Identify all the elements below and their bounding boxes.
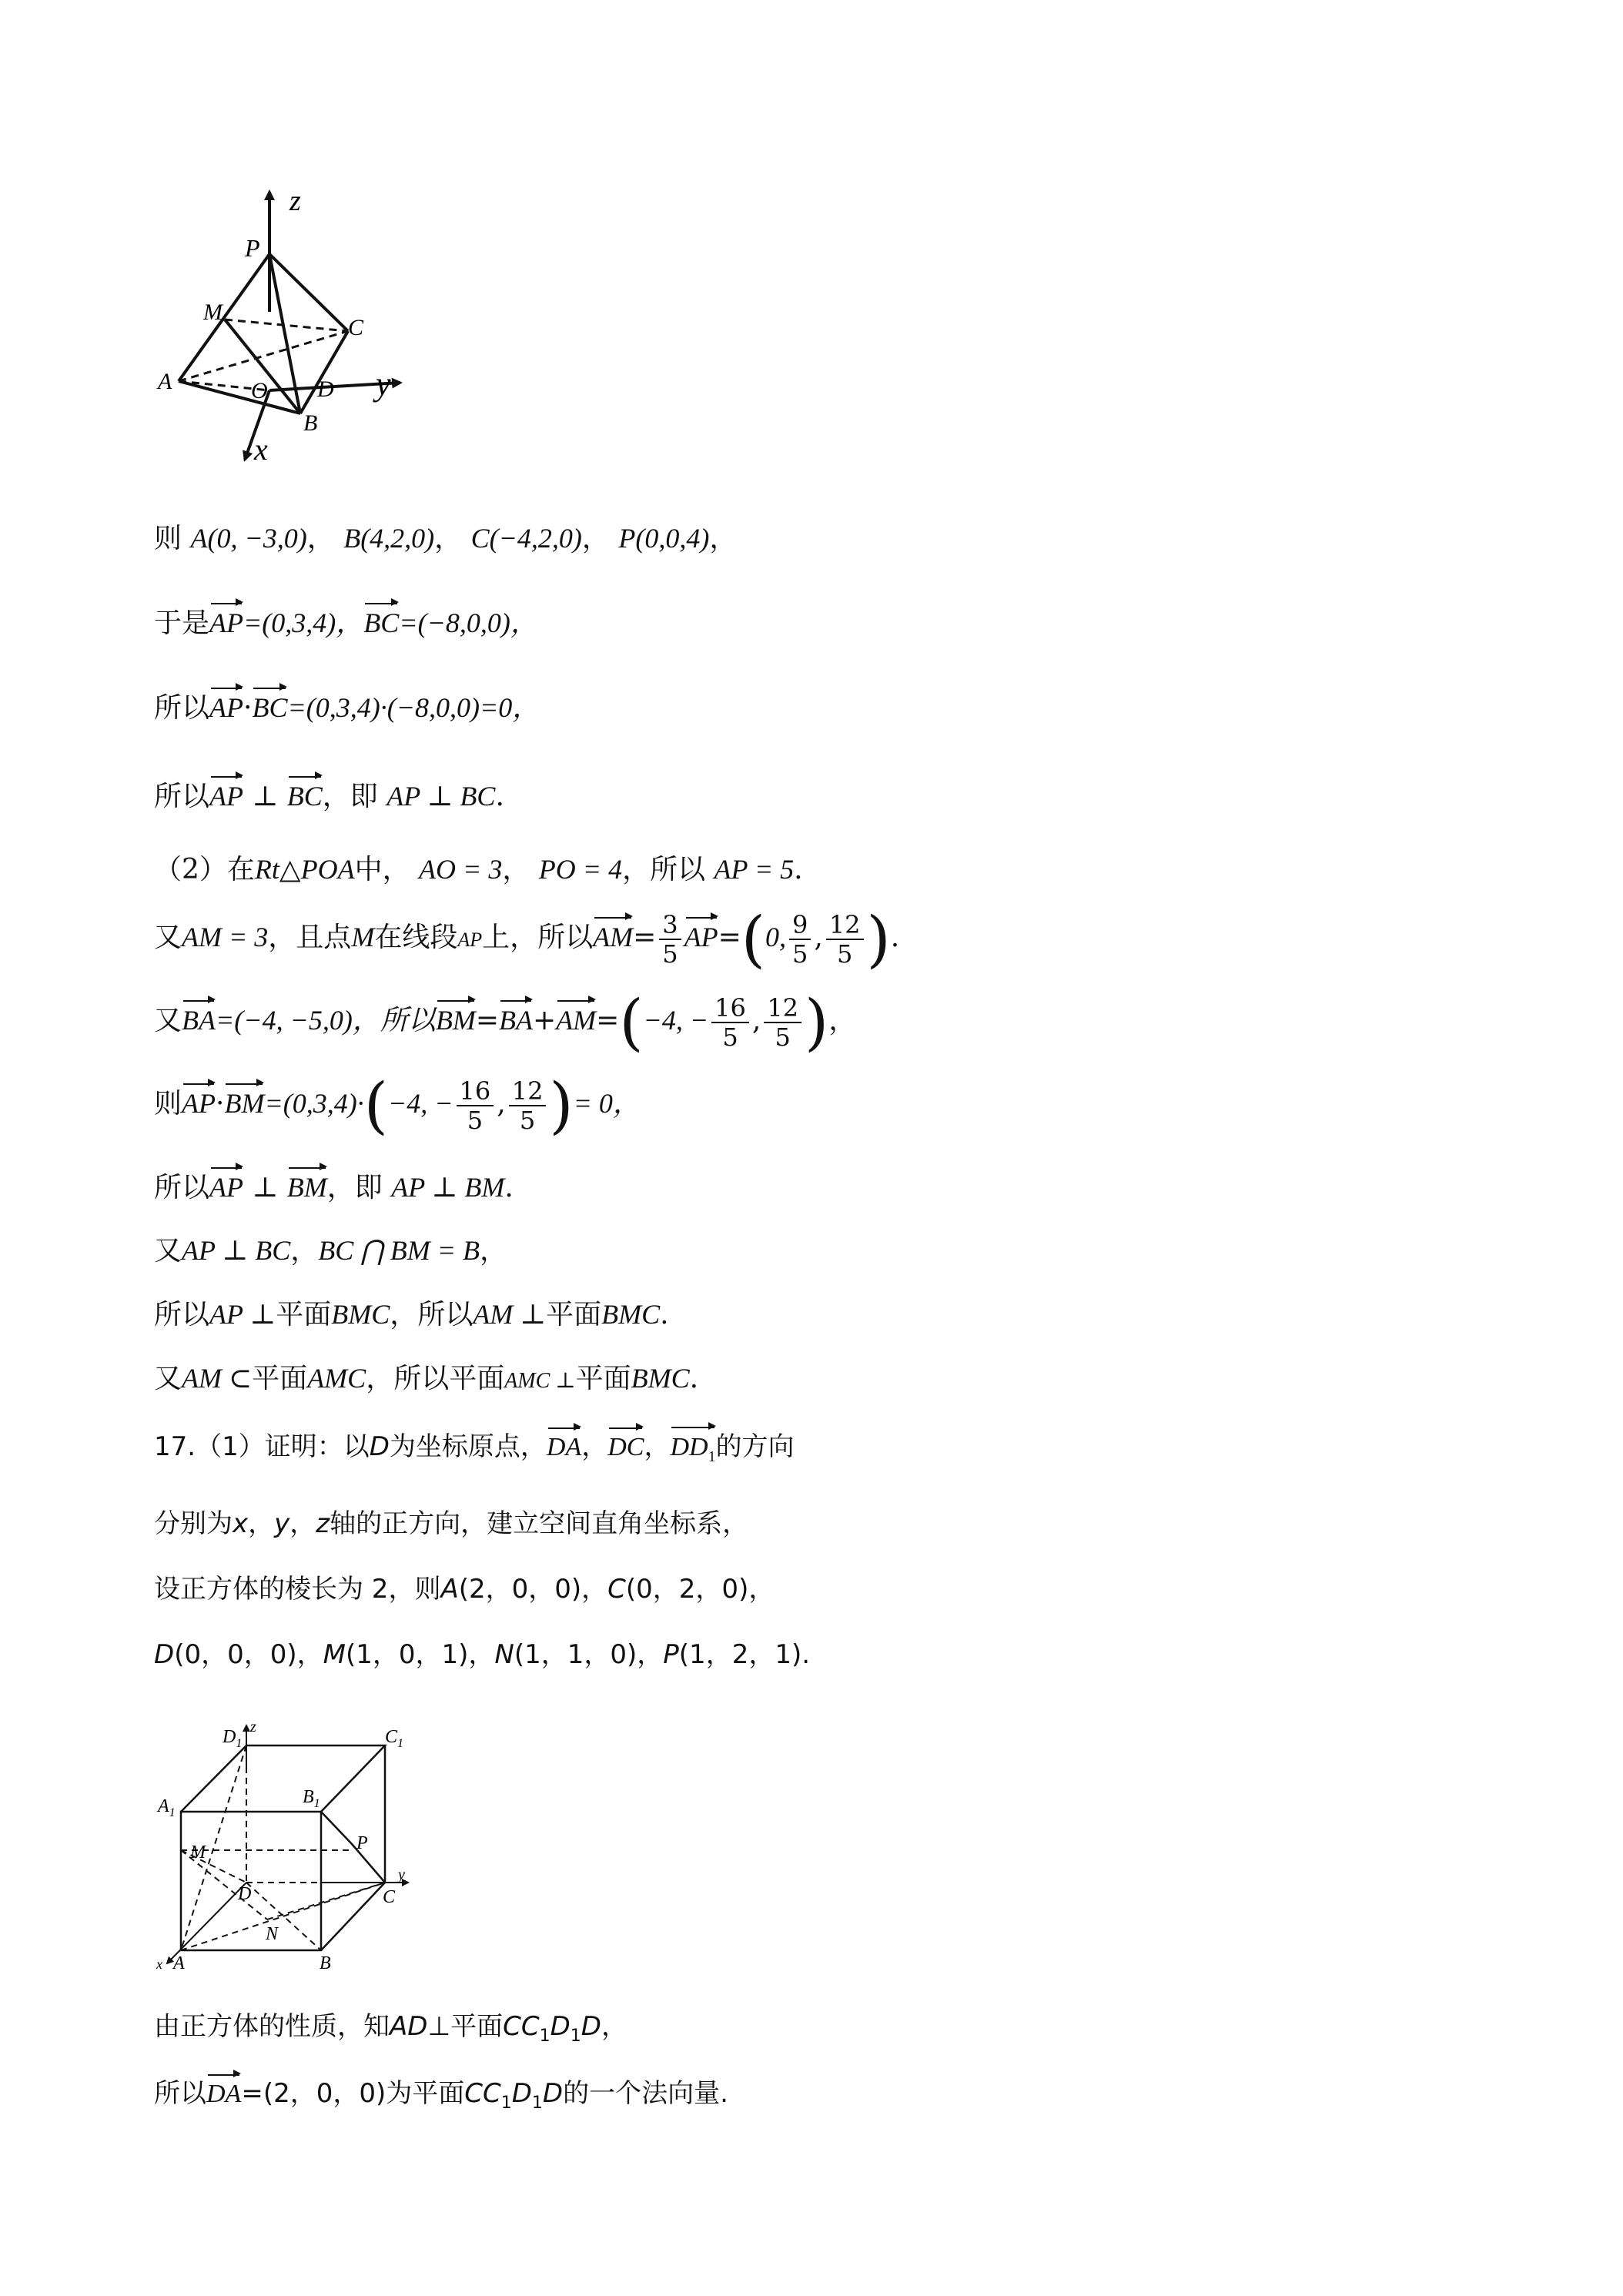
line-17-normal-2: 所以DA=(2，0，0)为平面$CC_1D_1D$的一个法向量. <box>154 2075 728 2122</box>
label-a: A <box>173 1953 185 1973</box>
line-coords: 则 A(0, −3,0)， B(4,2,0)， C(−4,2,0)， P(0,0,4)， <box>154 523 738 554</box>
line-17-axes: 分别为x，y，z轴的正方向，建立空间直角坐标系， <box>154 1508 749 1539</box>
label-b1: $B_1$ <box>303 1787 320 1810</box>
line-17-edge: 设正方体的棱长为 2，则A(2，0，0)，C(0，2，0)， <box>154 1574 775 1605</box>
line-am-vector: 又AM = 3，且点M在线段AP上，所以AM= $\frac{3}{5}$ AP=(0, $\frac{9}{5}$ , $\frac{12}{5}$ ). <box>154 903 900 975</box>
label-o: O <box>251 378 268 403</box>
label-c: C <box>348 315 364 340</box>
line-part-2: （2）在Rt△POA中， AO = 3， PO = 4，所以 AP = 5. <box>154 854 803 885</box>
line-plane-bmc: 所以AP ⊥平面BMC，所以AM ⊥平面BMC. <box>154 1299 669 1330</box>
line-plane-amc: 又AM ⊂平面AMC，所以平面AMC ⊥平面BMC. <box>154 1363 699 1394</box>
line-perp-1: 所以AP ⊥ BC，即 AP ⊥ BC. <box>154 778 504 815</box>
edge-pa <box>179 254 269 381</box>
edge-ab <box>179 381 300 413</box>
label-d: D <box>317 377 334 402</box>
label-x: x <box>156 1956 162 1972</box>
line-dot-product-1: 所以AP·BC=(0,3,4)·(−8,0,0)=0， <box>154 689 540 727</box>
label-m: M <box>203 300 223 325</box>
figure-cube <box>150 1698 420 1986</box>
line-bm-vector: 又BA=(−4, −5,0)，所以BM=BA+AM=(−4, − $\frac{16}{5}$ , $\frac{12}{5}$ )， <box>154 986 857 1058</box>
label-b: B <box>320 1953 331 1973</box>
label-d1: $D_1$ <box>223 1727 243 1750</box>
label-p: P <box>245 234 260 262</box>
figure-tetrahedron <box>154 181 416 474</box>
line-perp-3: 又AP ⊥ BC，BC ⋂ BM = B， <box>154 1235 508 1267</box>
cube-front-face <box>181 1812 321 1950</box>
cube-right-face <box>321 1745 385 1950</box>
label-y: y <box>398 1866 405 1883</box>
label-a1: $A_1$ <box>158 1796 176 1819</box>
label-m: M <box>190 1842 206 1863</box>
label-y: y <box>376 365 391 403</box>
label-d: D <box>238 1884 252 1904</box>
label-z: z <box>250 1719 256 1735</box>
line-17-intro: 17.（1）证明：以D为坐标原点，DA，DC，$DD_1$的方向 <box>154 1428 795 1475</box>
label-b: B <box>303 410 318 436</box>
line-dot-product-2: 则AP·BM=(0,3,4)·(−4, − $\frac{16}{5}$ , $\frac{12}{5}$ )= 0， <box>154 1069 641 1141</box>
line-vectors: 于是AP=(0,3,4)，BC=(−8,0,0)， <box>154 604 538 642</box>
line-17-normal-1: 由正方体的性质，知AD⊥平面$CC_1D_1D$， <box>154 2011 627 2046</box>
line-perp-2: 所以AP ⊥ BM，即 AP ⊥ BM. <box>154 1169 514 1207</box>
label-a: A <box>158 369 172 394</box>
label-x: x <box>254 432 268 467</box>
line-17-points: D(0，0，0)，M(1，0，1)，N(1，1，0)，P(1，2，1). <box>154 1639 811 1670</box>
label-n: N <box>266 1924 279 1944</box>
label-z: z <box>289 185 301 217</box>
label-p: P <box>356 1833 368 1853</box>
cube-top-face <box>181 1745 385 1812</box>
segment-b1-p-c <box>321 1812 385 1883</box>
label-c: C <box>383 1887 396 1907</box>
label-c1: $C_1$ <box>385 1727 404 1750</box>
